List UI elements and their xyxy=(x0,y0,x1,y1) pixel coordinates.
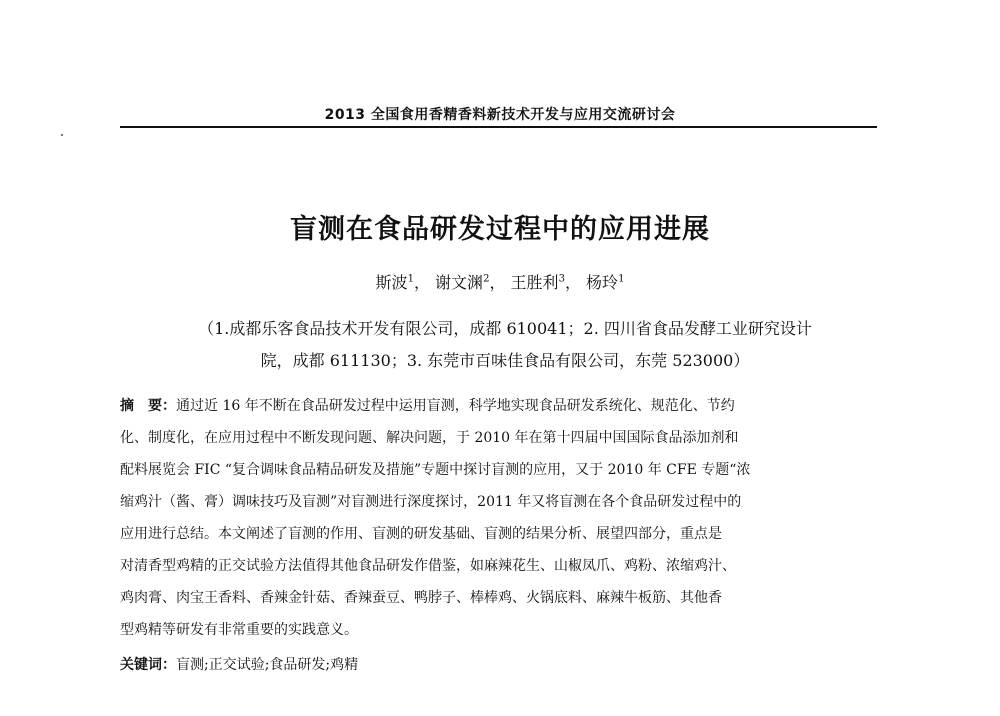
abstract-line: 鸡肉膏、肉宝王香料、香辣金针菇、香辣蚕豆、鸭脖子、棒棒鸡、火锅底料、麻辣牛板筋、其他香 xyxy=(120,590,722,606)
author-affil-mark: 1 xyxy=(407,273,414,285)
keywords-text: 盲测;正交试验;食品研发;鸡精 xyxy=(176,657,359,673)
abstract-line: 应用进行总结。本文阐述了盲测的作用、盲测的研发基础、盲测的结果分析、展望四部分，重点是 xyxy=(120,526,722,542)
author-affil-mark: 3 xyxy=(558,273,565,285)
keywords-label: 关键词： xyxy=(120,657,176,673)
paper-title: 盲测在食品研发过程中的应用进展 xyxy=(290,214,710,245)
author-affil-mark: 2 xyxy=(483,273,490,285)
abstract-line xyxy=(120,395,880,415)
abstract-line: 化、制度化，在应用过程中不断发现问题、解决问题，于 2010 年在第十四届中国国际食品添加剂和 xyxy=(120,430,739,446)
abstract-line: 对清香型鸡精的正交试验方法值得其他食品研发作借鉴，如麻辣花生、山椒凤爪、鸡粉、浓缩鸡汁、 xyxy=(120,558,736,574)
author-name: 斯波 xyxy=(375,273,408,292)
abstract-label: 摘 要： xyxy=(120,398,176,414)
author-list xyxy=(0,270,1000,293)
author-name: 王胜利 xyxy=(510,273,559,292)
author-separator: ， xyxy=(413,273,430,292)
abstract-line: 型鸡精等研发有非常重要的实践意义。 xyxy=(120,622,358,638)
affiliation-line: 院，成都 611130；3. 东莞市百味佳食品有限公司，东莞 523000） xyxy=(260,351,750,370)
keywords xyxy=(120,654,358,674)
author-name: 谢文渊 xyxy=(435,273,484,292)
scan-speck xyxy=(61,134,63,136)
header-rule xyxy=(120,126,877,128)
author-affil-mark: 1 xyxy=(618,273,625,285)
abstract-line: 配料展览会 FIC “复合调味食品精品研发及措施”专题中探讨盲测的应用，又于 2010 年 CFE 专题“浓 xyxy=(120,462,751,478)
running-header-text: 2013 全国食用香精香料新技术开发与应用交流研讨会 xyxy=(324,107,676,123)
author-name: 杨玲 xyxy=(586,273,619,292)
author-separator: ， xyxy=(564,273,581,292)
affiliation-line: （1.成都乐客食品技术开发有限公司，成都 610041；2. 四川省食品发酵工业研究设计 xyxy=(198,319,812,338)
author-separator: ， xyxy=(489,273,506,292)
abstract-line: 缩鸡汁（酱、膏）调味技巧及盲测”对盲测进行深度探讨，2011 年又将盲测在各个食品研发过程中的 xyxy=(120,494,742,510)
abstract-text: 通过近 16 年不断在食品研发过程中运用盲测，科学地实现食品研发系统化、规范化、节约 xyxy=(176,398,735,414)
